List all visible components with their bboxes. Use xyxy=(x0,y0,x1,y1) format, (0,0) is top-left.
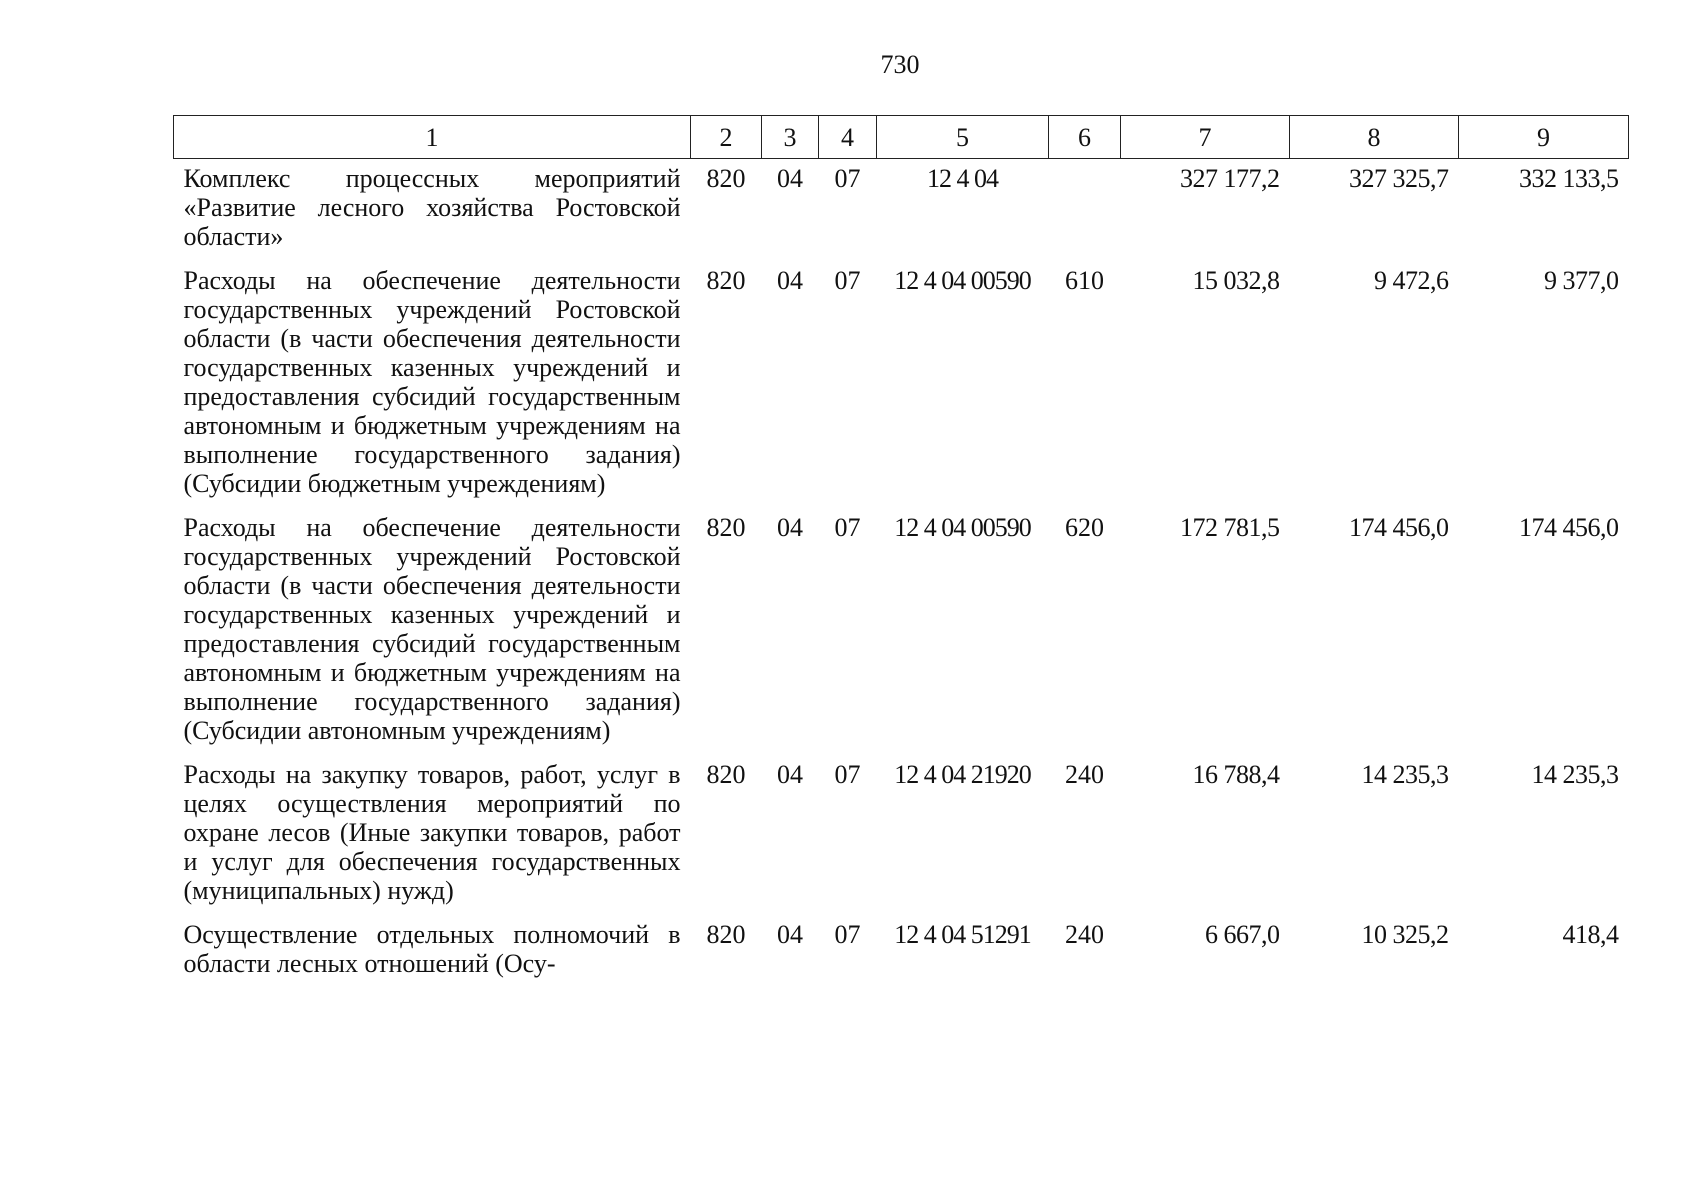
cell-col-3: 04 xyxy=(777,760,803,789)
cell-col-2: 820 xyxy=(706,266,746,295)
column-header: 2 xyxy=(691,116,762,159)
cell-col-7: 15 032,8 xyxy=(1192,266,1280,295)
cell-col-7: 6 667,0 xyxy=(1205,920,1280,949)
column-header: 6 xyxy=(1049,116,1121,159)
column-header: 3 xyxy=(762,116,819,159)
cell-col-5: 12 4 04 00590 xyxy=(894,266,1031,295)
row-description: Комплекс процессных мероприятий «Развитие лесного хозяйства Ростовской области» xyxy=(183,164,681,251)
cell-col-8: 9 472,6 xyxy=(1374,266,1449,295)
budget-table xyxy=(173,115,1629,986)
cell-col-7: 327 177,2 xyxy=(1180,164,1280,193)
row-description: Расходы на закупку товаров, работ, услуг в целях осуществления мероприятий по охране лесов (Иные закупки товаров, работ и услуг для обеспечения государственных (муниципальных) нужд) xyxy=(183,760,681,905)
row-description: Осуществление отдельных полномочий в области лесных отношений (Осу- xyxy=(183,920,681,978)
cell-col-8: 174 456,0 xyxy=(1349,513,1449,542)
cell-col-6: 240 xyxy=(1065,920,1104,949)
cell-col-9: 174 456,0 xyxy=(1519,513,1619,542)
cell-col-6: 610 xyxy=(1065,266,1104,295)
cell-col-4: 07 xyxy=(834,164,861,193)
column-header: 9 xyxy=(1459,116,1629,159)
cell-col-2: 820 xyxy=(706,920,746,949)
table-row xyxy=(174,506,1629,753)
cell-col-2: 820 xyxy=(706,760,746,789)
cell-col-8: 14 235,3 xyxy=(1361,760,1449,789)
column-header: 8 xyxy=(1290,116,1459,159)
cell-col-3: 04 xyxy=(777,164,803,193)
cell-col-5: 12 4 04 21920 xyxy=(894,760,1031,789)
cell-col-7: 16 788,4 xyxy=(1192,760,1280,789)
column-header: 1 xyxy=(174,116,691,159)
cell-col-5: 12 4 04 51291 xyxy=(894,920,1031,949)
cell-col-4: 07 xyxy=(834,920,861,949)
cell-col-9: 14 235,3 xyxy=(1531,760,1619,789)
cell-col-9: 9 377,0 xyxy=(1544,266,1619,295)
cell-col-2: 820 xyxy=(706,164,746,193)
cell-col-9: 418,4 xyxy=(1562,920,1619,949)
cell-col-3: 04 xyxy=(777,266,803,295)
cell-col-8: 10 325,2 xyxy=(1361,920,1449,949)
cell-col-8: 327 325,7 xyxy=(1349,164,1449,193)
cell-col-4: 07 xyxy=(834,266,861,295)
row-description: Расходы на обеспечение деятельности государственных учреждений Ростовской области (в части обеспечения деятельности государственных казенных учреждений и предоставления субсидий государственным автономным и бюджетным учреждениям на выполнение государственного задания) (Субсидии бюджетным учреждениям) xyxy=(183,266,681,498)
cell-col-2: 820 xyxy=(706,513,746,542)
cell-col-6: 620 xyxy=(1065,513,1104,542)
cell-col-3: 04 xyxy=(777,920,803,949)
cell-col-5: 12 4 04 00590 xyxy=(894,513,1031,542)
column-header: 4 xyxy=(819,116,877,159)
cell-col-7: 172 781,5 xyxy=(1180,513,1280,542)
column-header: 7 xyxy=(1121,116,1290,159)
table-header-row xyxy=(174,116,1629,159)
table-row xyxy=(174,753,1629,913)
row-description: Расходы на обеспечение деятельности государственных учреждений Ростовской области (в части обеспечения деятельности государственных казенных учреждений и предоставления субсидий государственным автономным и бюджетным учреждениям на выполнение государственного задания) (Субсидии автономным учреждениям) xyxy=(183,513,681,745)
table-row xyxy=(174,913,1629,986)
cell-col-3: 04 xyxy=(777,513,803,542)
cell-col-4: 07 xyxy=(834,513,861,542)
table-row xyxy=(174,259,1629,506)
cell-col-6 xyxy=(1049,159,1121,260)
page-number: 730 xyxy=(880,50,920,79)
table-row xyxy=(174,159,1629,260)
cell-col-4: 07 xyxy=(834,760,861,789)
cell-col-6: 240 xyxy=(1065,760,1104,789)
cell-col-5: 12 4 04 xyxy=(927,164,998,193)
column-header: 5 xyxy=(877,116,1049,159)
cell-col-9: 332 133,5 xyxy=(1519,164,1619,193)
